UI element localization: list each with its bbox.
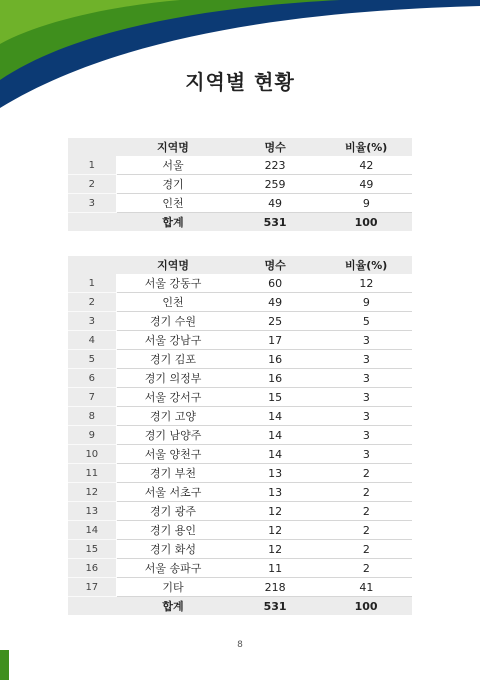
table-row: [68, 369, 412, 388]
ratio-header: 비율(%): [320, 138, 412, 156]
table-row: [68, 388, 412, 407]
region-cell: 경기 부천: [116, 464, 230, 483]
detail-table-body: [68, 274, 412, 597]
total-ratio: 100: [320, 213, 412, 232]
region-header: 지역명: [116, 256, 230, 274]
region-cell: 서울 강서구: [116, 388, 230, 407]
region-cell: 경기 고양: [116, 407, 230, 426]
table-header-row: [68, 138, 412, 156]
detail-table: [68, 256, 412, 615]
region-cell: 경기 의정부: [116, 369, 230, 388]
table-row: [68, 274, 412, 293]
region-cell: 서울: [116, 156, 230, 175]
page-title: 지역별 현황: [185, 70, 295, 94]
count-header: 명수: [230, 256, 320, 274]
count-cell: 12: [230, 540, 320, 559]
region-cell: 인천: [116, 194, 230, 213]
region-cell: 서울 서초구: [116, 483, 230, 502]
region-cell: 경기 남양주: [116, 426, 230, 445]
table-row: [68, 350, 412, 369]
row-index: 14: [68, 521, 116, 540]
ratio-cell: 2: [320, 483, 412, 502]
table-row: [68, 483, 412, 502]
row-index: 3: [68, 194, 116, 213]
row-index: 5: [68, 350, 116, 369]
count-cell: 14: [230, 445, 320, 464]
ratio-cell: 2: [320, 521, 412, 540]
region-cell: 서울 송파구: [116, 559, 230, 578]
table-row: [68, 175, 412, 194]
footer-accent-bar: [0, 650, 9, 680]
ratio-cell: 3: [320, 445, 412, 464]
header-swoosh-graphic: [0, 0, 480, 120]
ratio-cell: 3: [320, 388, 412, 407]
count-cell: 14: [230, 426, 320, 445]
row-index: 9: [68, 426, 116, 445]
count-cell: 11: [230, 559, 320, 578]
ratio-cell: 3: [320, 350, 412, 369]
ratio-cell: 3: [320, 426, 412, 445]
count-cell: 49: [230, 293, 320, 312]
count-cell: 49: [230, 194, 320, 213]
total-count: 531: [230, 597, 320, 616]
count-cell: 12: [230, 521, 320, 540]
ratio-cell: 9: [320, 194, 412, 213]
row-index: 17: [68, 578, 116, 597]
count-cell: 13: [230, 483, 320, 502]
count-cell: 15: [230, 388, 320, 407]
region-cell: 경기 김포: [116, 350, 230, 369]
count-cell: 259: [230, 175, 320, 194]
row-index: 2: [68, 293, 116, 312]
count-cell: 17: [230, 331, 320, 350]
row-index: 12: [68, 483, 116, 502]
region-cell: 인천: [116, 293, 230, 312]
table-row: [68, 521, 412, 540]
summary-table-body: [68, 156, 412, 213]
total-label: 합계: [116, 213, 230, 232]
ratio-cell: 49: [320, 175, 412, 194]
ratio-cell: 2: [320, 540, 412, 559]
row-index: 4: [68, 331, 116, 350]
total-ratio: 100: [320, 597, 412, 616]
row-index: 6: [68, 369, 116, 388]
total-count: 531: [230, 213, 320, 232]
table-row: [68, 559, 412, 578]
count-cell: 13: [230, 464, 320, 483]
count-cell: 16: [230, 369, 320, 388]
count-cell: 16: [230, 350, 320, 369]
table-row: [68, 578, 412, 597]
ratio-header: 비율(%): [320, 256, 412, 274]
ratio-cell: 3: [320, 331, 412, 350]
row-index: 13: [68, 502, 116, 521]
table-row: [68, 156, 412, 175]
count-cell: 218: [230, 578, 320, 597]
ratio-cell: 9: [320, 293, 412, 312]
table-row: [68, 293, 412, 312]
row-index: 10: [68, 445, 116, 464]
table-row: [68, 331, 412, 350]
ratio-cell: 12: [320, 274, 412, 293]
region-cell: 경기 수원: [116, 312, 230, 331]
page-number: 8: [237, 640, 243, 650]
table-row: [68, 312, 412, 331]
region-cell: 서울 양천구: [116, 445, 230, 464]
region-cell: 경기: [116, 175, 230, 194]
region-cell: 서울 강남구: [116, 331, 230, 350]
ratio-cell: 2: [320, 559, 412, 578]
index-header: [68, 138, 116, 156]
table-header-row: [68, 256, 412, 274]
index-header: [68, 256, 116, 274]
count-cell: 12: [230, 502, 320, 521]
summary-table: [68, 138, 412, 231]
ratio-cell: 2: [320, 502, 412, 521]
table-row: [68, 445, 412, 464]
row-index: 1: [68, 156, 116, 175]
region-cell: 경기 광주: [116, 502, 230, 521]
ratio-cell: 3: [320, 407, 412, 426]
table-row: [68, 426, 412, 445]
total-label: 합계: [116, 597, 230, 616]
table-row: [68, 407, 412, 426]
ratio-cell: 41: [320, 578, 412, 597]
row-index: 1: [68, 274, 116, 293]
row-index: 16: [68, 559, 116, 578]
total-row: [68, 597, 412, 616]
region-cell: 기타: [116, 578, 230, 597]
table-row: [68, 194, 412, 213]
count-cell: 60: [230, 274, 320, 293]
table-row: [68, 502, 412, 521]
ratio-cell: 2: [320, 464, 412, 483]
region-cell: 경기 용인: [116, 521, 230, 540]
count-header: 명수: [230, 138, 320, 156]
total-row: [68, 213, 412, 232]
ratio-cell: 3: [320, 369, 412, 388]
ratio-cell: 42: [320, 156, 412, 175]
region-cell: 서울 강동구: [116, 274, 230, 293]
count-cell: 14: [230, 407, 320, 426]
region-header: 지역명: [116, 138, 230, 156]
ratio-cell: 5: [320, 312, 412, 331]
row-index: 15: [68, 540, 116, 559]
count-cell: 25: [230, 312, 320, 331]
region-cell: 경기 화성: [116, 540, 230, 559]
row-index: 8: [68, 407, 116, 426]
table-row: [68, 464, 412, 483]
row-index: 7: [68, 388, 116, 407]
row-index: 11: [68, 464, 116, 483]
row-index: 2: [68, 175, 116, 194]
row-index: 3: [68, 312, 116, 331]
count-cell: 223: [230, 156, 320, 175]
table-row: [68, 540, 412, 559]
